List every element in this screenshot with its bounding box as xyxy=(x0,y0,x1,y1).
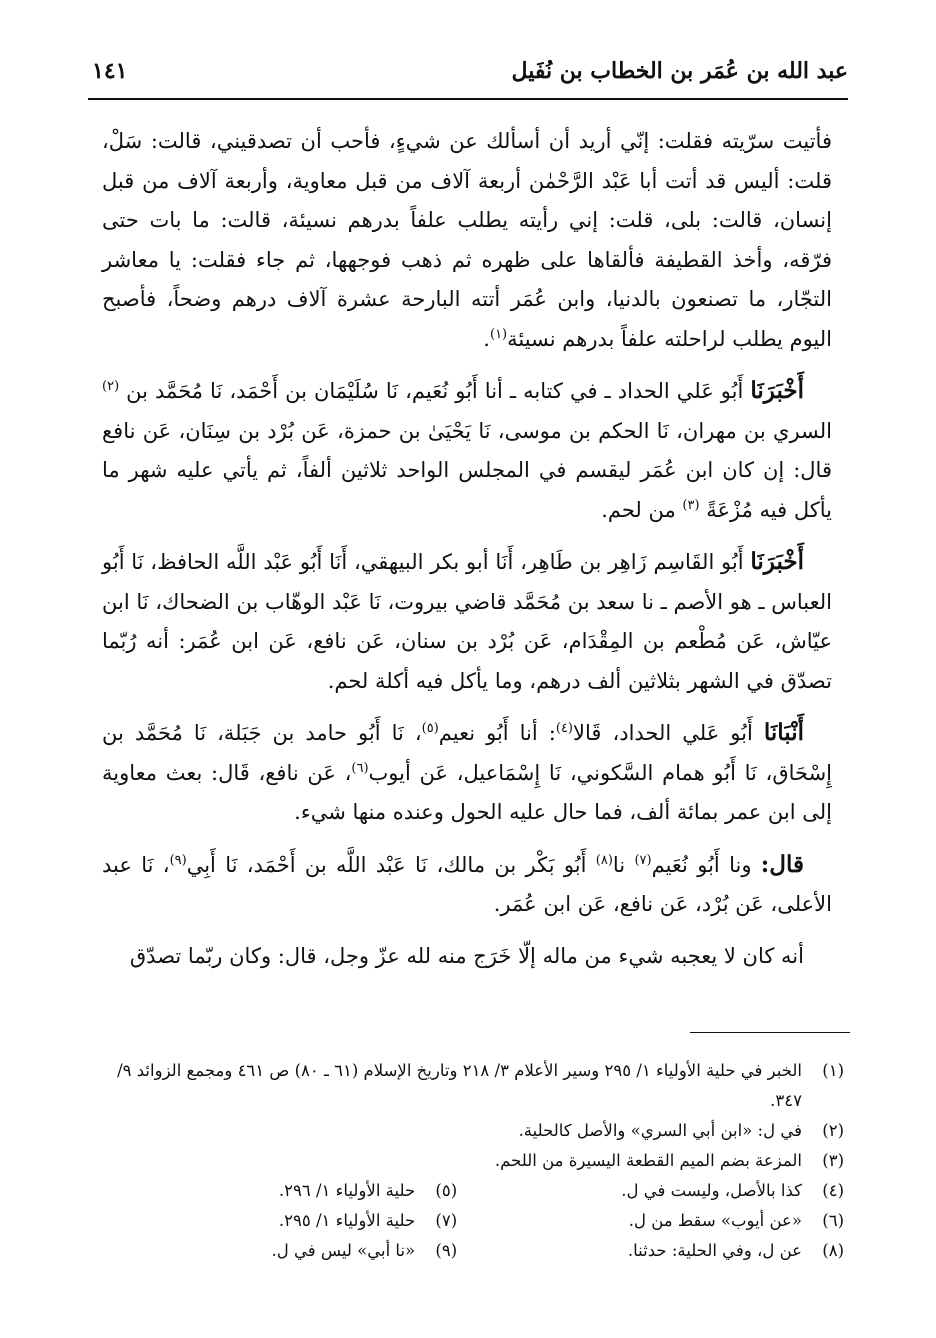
footnote-row xyxy=(100,1146,844,1176)
page-number: ١٤١ xyxy=(92,58,128,84)
paragraph-text: نا xyxy=(612,852,635,877)
footnote-number: (٩) xyxy=(435,1241,458,1260)
footnote-ref: (٥) xyxy=(421,721,439,736)
footnote-number: (٨) xyxy=(822,1241,844,1260)
paragraph-text: أَبُو عَلي الحداد ـ في كتابه ـ أنا أَبُو نُعَيم، نَا سُلَيْمَان بن أَحْمَد، نَا مُحَمَّد بن xyxy=(119,379,751,403)
footnote-row xyxy=(100,1206,844,1236)
paragraph xyxy=(102,122,832,359)
isnad-lead: أَخْبَرَنَا xyxy=(750,548,804,575)
footnote xyxy=(100,1236,457,1266)
footnote-ref: (٩) xyxy=(169,852,187,868)
paragraph-text: أَبُو بَكْر بن مالك، نَا عَبْد اللَّه بن أَحْمَد، نَا أَبِي xyxy=(186,852,596,877)
footnote-row xyxy=(100,1236,844,1266)
footnote-number: (٦) xyxy=(822,1211,844,1230)
footnote xyxy=(100,1116,844,1146)
paragraph-text: أنه كان لا يعجبه شيء من ماله إلّا خَرَج منه لله عزّ وجل، قال: وكان ربّما تصدّق xyxy=(129,943,804,968)
paragraph xyxy=(102,937,832,977)
period: . xyxy=(483,326,490,351)
footnote-text: «عن أيوب» سقط من ل. xyxy=(628,1211,802,1230)
footnote-number: (٥) xyxy=(435,1181,458,1200)
footnote xyxy=(100,1056,844,1116)
footnote-number: (٣) xyxy=(822,1151,844,1170)
isnad-lead: أَخْبَرَنَا xyxy=(750,377,804,404)
footnote-ref: (٢) xyxy=(102,379,120,394)
footnote xyxy=(487,1236,844,1266)
header-rule xyxy=(88,98,848,100)
paragraph-text: فأتيت سرّيته فقلت: إنّي أريد أن أسألك عن شيءٍ، فأحب أن تصدقيني، قالت: سَلْ، قلت: أليس قد أتت أبا عَبْد الرَّحْمٰن أربعة آلاف من قبل معاوية، وأربعة آلاف من قبل إنسان، قالت: بلى، قلت: إني رأيته يطلب علفاً بدرهم نسيئة، قالت: ما بات حتى فرّقه، وأخذ القطيفة فألقاها على ظهره ثم ذهب فوجهها، ثم جاء فقلت: يا معاشر التجّار، ما تصنعون بالدنيا، وابن عُمَر أتته البارحة عشرة آلاف درهم وضحاً، فأصبح اليوم يطلب لراحلته علفاً بدرهم نسيئة xyxy=(102,129,832,351)
footnote-ref: (١) xyxy=(489,326,508,342)
footnote xyxy=(487,1176,844,1206)
paragraph-text: ونا أَبُو نُعَيم xyxy=(651,852,761,877)
footnote-row xyxy=(100,1116,844,1146)
footnote-ref: (٨) xyxy=(595,852,613,868)
paragraph-text: : أنا أَبُو نعيم xyxy=(438,721,556,745)
footnote xyxy=(100,1206,457,1236)
footnote-text: عن ل، وفي الحلية: حدثنا. xyxy=(627,1241,802,1260)
footnote-ref: (٦) xyxy=(351,760,369,776)
paragraph-text: ، عَن نافع، قَال: بعث معاوية إلى ابن عمر بمائة ألف، فما حال عليه الحول وعنده منها شيء. xyxy=(102,760,832,824)
paragraph-text: أَبُو القَاسِم زَاهِر بن طَاهِر، أَنَا أبو بكر البيهقي، أَنَا أَبُو عَبْد اللَّه الحافظ، نَا أَبُو العباس ـ هو الأصم ـ نا سعد بن مُحَمَّد قاضي بيروت، نَا عَبْد الوهّاب بن الضحاك، نَا ابن عيّاش، عَن مُطْعم بن المِقْدَام، عَن بُرْد بن سنان، عَن نافع، عَن ابن عُمَر: أنه رُبّما تصدّق في الشهر بثلاثين ألف درهم، وما يأكل فيه أكلة لحم. xyxy=(102,550,832,693)
footnote-text: حلية الأولياء ١/ ٢٩٦. xyxy=(278,1181,416,1200)
paragraph-text: ، نَا أَبُو حامد بن جَبَلة، نَا مُحَمَّد بن إِسْحَاق، نَا أَبُو همام السَّكوني، نَا إِسْمَاعيل، عَن أيوب xyxy=(102,721,832,785)
footnote xyxy=(487,1206,844,1236)
footnote-number: (٧) xyxy=(435,1211,458,1230)
paragraph-text: ، نَا عبد الأعلى، عَن بُرْد، عَن نافع، عَن ابن عُمَر. xyxy=(102,852,832,916)
footnote-rule xyxy=(690,1032,850,1033)
paragraph-text: السري بن مهران، نَا الحكم بن موسى، نَا يَحْيَىٰ بن حمزة، عَن بُرْد بن سِنَان، عَن نافع قال: إن كان ابن عُمَر ليقسم في المجلس الواحد ثلاثين ألفاً، ثم يأتي عليه شهر ما يأكل فيه مُزْعَةً xyxy=(102,418,832,522)
footnote-text: كذا بالأصل، وليست في ل. xyxy=(621,1181,802,1200)
footnote-ref: (٤) xyxy=(555,721,573,736)
footnote-text: حلية الأولياء ١/ ٢٩٥. xyxy=(278,1211,416,1230)
footnote-number: (١) xyxy=(822,1061,844,1080)
page-header xyxy=(88,52,848,96)
paragraph xyxy=(102,713,832,833)
footnote-row xyxy=(100,1056,844,1116)
footnote xyxy=(100,1176,457,1206)
paragraph-text: من لحم. xyxy=(601,497,683,522)
footnote-text: «نا أبي» ليس في ل. xyxy=(271,1241,416,1260)
running-title: عبد الله بن عُمَر بن الخطاب بن نُفَيل xyxy=(511,58,848,84)
footnotes xyxy=(100,1056,844,1266)
footnote-number: (٢) xyxy=(822,1121,844,1140)
isnad-lead: أَنْبَانَا xyxy=(763,719,804,746)
footnote xyxy=(100,1146,844,1176)
paragraph xyxy=(102,371,832,530)
footnote-ref: (٣) xyxy=(682,497,700,513)
footnote-text: المزعة بضم الميم القطعة اليسيرة من اللحم. xyxy=(494,1151,802,1170)
paragraph-text: أَبُو عَلي الحداد، قَالا xyxy=(573,721,764,745)
footnote-text: في ل: «ابن أبي السري» والأصل كالحلية. xyxy=(518,1121,802,1140)
footnote-text: الخبر في حلية الأولياء ١/ ٢٩٥ وسير الأعلام ٣/ ٢١٨ وتاريخ الإسلام (٦١ ـ ٨٠) ص ٤٦١ ومجمع الزوائد ٩/ ٣٤٧. xyxy=(117,1061,802,1110)
footnote-row xyxy=(100,1176,844,1206)
paragraph xyxy=(102,845,832,925)
paragraph xyxy=(102,542,832,701)
isnad-lead: قال: xyxy=(760,850,804,878)
main-text xyxy=(102,122,832,976)
footnote-number: (٤) xyxy=(822,1181,844,1200)
footnote-ref: (٧) xyxy=(634,852,652,868)
